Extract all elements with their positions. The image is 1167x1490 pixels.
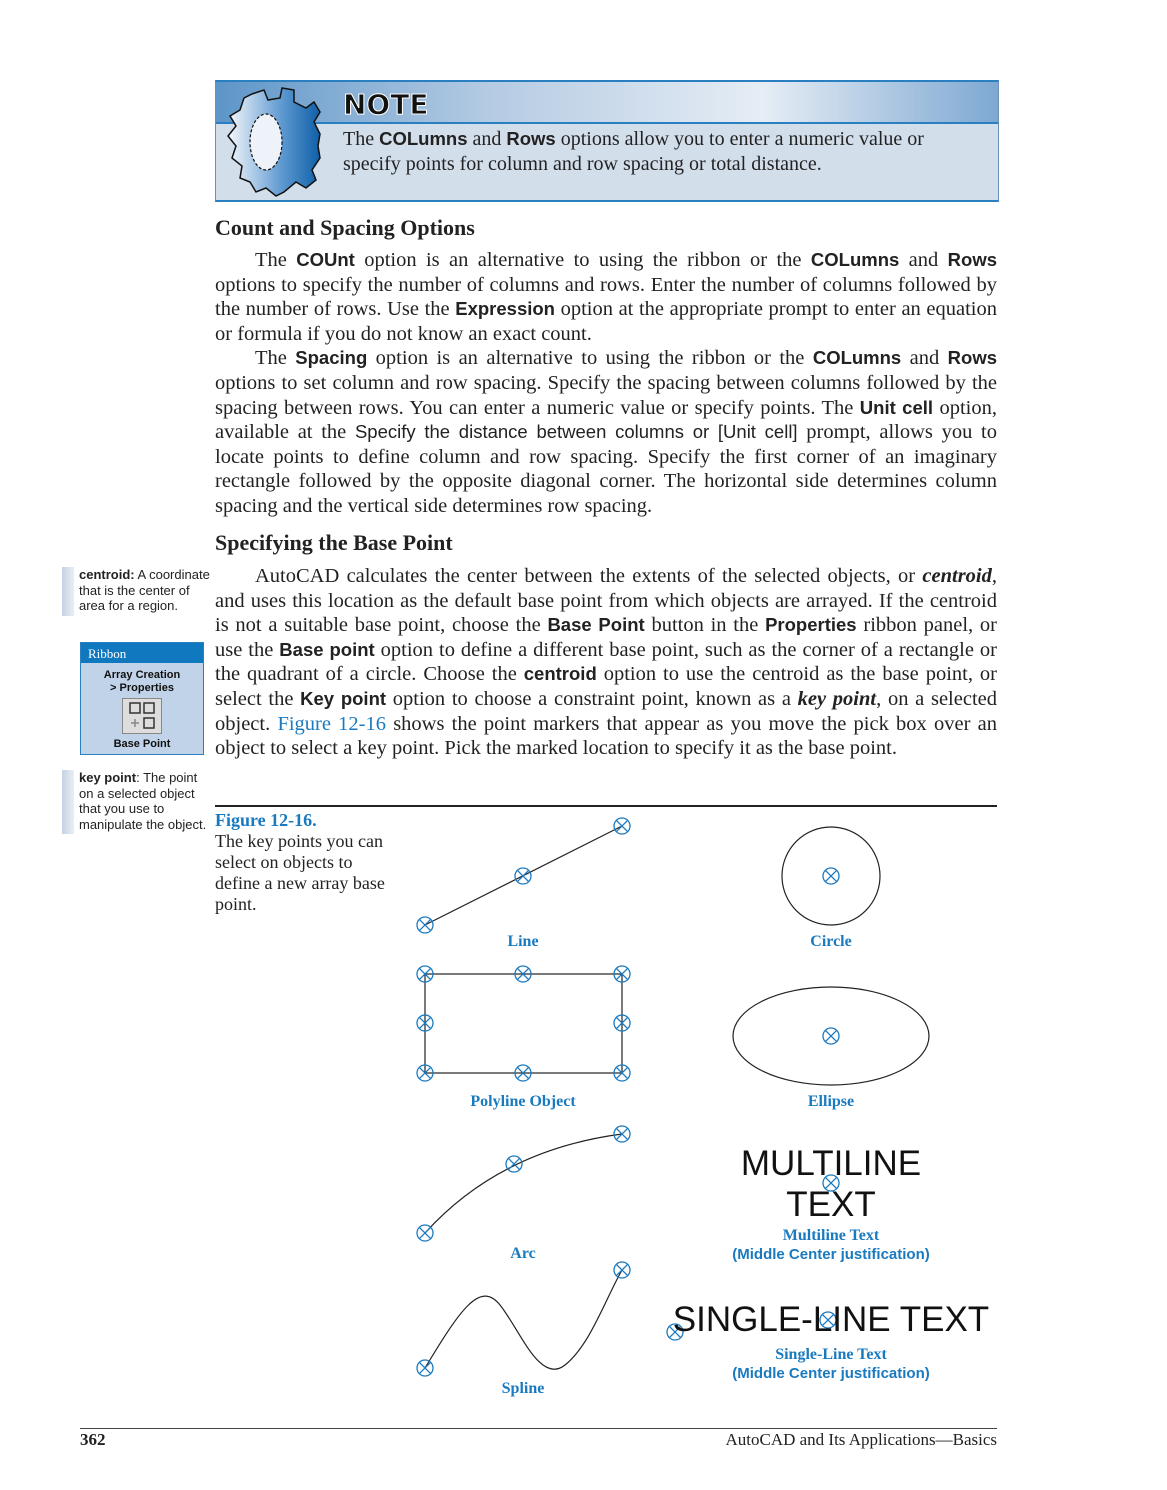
footer-rule <box>80 1428 997 1429</box>
text-run: Base point <box>279 638 375 660</box>
definition-term: centroid: <box>79 567 135 582</box>
key-point-marker <box>515 868 531 884</box>
arc-object <box>425 1134 622 1233</box>
text-run: The <box>255 347 296 370</box>
text-run: ribbon panel, or use the <box>215 614 997 661</box>
text-run: button in the <box>644 614 766 637</box>
text-run: COUnt <box>296 249 355 270</box>
multiline-text-sample <box>741 1143 921 1225</box>
text-run: option at the appropriate prompt to enter an equation or formula if you do not know an exact count. <box>215 298 997 345</box>
text-run: shows the point markers that appear as you move the pick box over an object to select a key point. Pick the marked location to specify it as the base point. <box>215 712 997 760</box>
label-circle: Circle <box>810 933 852 950</box>
label-polyline: Polyline Object <box>470 1093 576 1110</box>
label-ellipse: Ellipse <box>807 1093 855 1110</box>
note-title: NOTE <box>343 88 429 121</box>
label-multiline-sub: (Middle Center justification) <box>732 1246 930 1263</box>
ribbon-panel: > Properties <box>110 682 174 694</box>
text-run: Unit cell <box>859 396 934 418</box>
section-heading-base-point: Specifying the Base Point <box>215 530 453 555</box>
key-point-marker <box>823 1028 839 1044</box>
label-arc: Arc <box>510 1245 536 1262</box>
figure-caption <box>215 810 395 915</box>
text-run: key point <box>797 687 877 710</box>
text-run: option to use the centroid as the base point, or select the <box>215 663 997 710</box>
text-run: Specify the distance between columns or [Unit cell] <box>354 421 798 443</box>
text-run: centroid <box>523 663 597 685</box>
key-point-marker <box>417 1225 433 1241</box>
key-point-marker <box>614 1126 630 1142</box>
label-multiline <box>732 1226 930 1264</box>
spline-object <box>425 1270 622 1369</box>
text-run: COLumns <box>379 128 468 149</box>
label-singleline-sub: (Middle Center justification) <box>732 1365 930 1382</box>
text-run: The <box>255 249 297 271</box>
key-point-marker <box>614 818 630 834</box>
text-run: Rows <box>506 128 556 149</box>
figure-reference-link[interactable]: Figure 12-16 <box>277 712 386 735</box>
text-run: centroid <box>922 565 992 587</box>
text-run: options to specify the number of columns and rows. Enter the number of columns followed by the number of rows. Use the <box>215 273 997 321</box>
single-line-text-sample: SINGLE-LINE TEXT <box>672 1300 990 1339</box>
text-run: Expression <box>455 298 555 320</box>
figure-number: Figure 12-16. <box>215 810 317 830</box>
polyline-object <box>425 974 622 1073</box>
text-run: and <box>899 249 948 271</box>
text-run: option is an alternative to using the ribbon or the <box>367 347 813 370</box>
definition-term: key point <box>79 770 137 785</box>
text-run: and <box>467 128 507 150</box>
text-run: COLumns <box>812 347 902 369</box>
multiline-sample-line: MULTILINE <box>740 1144 922 1183</box>
text-run: option is an alternative to using the ribbon or the <box>354 249 811 271</box>
label-line: Line <box>507 933 539 950</box>
text-run: option to define a different base point, such as the corner of a rectangle or the quadrant of a circle. Choose the <box>215 638 997 686</box>
text-run: , and uses this location as the default base point from which objects are arrayed. If the centroid is not a suitable base point, choose the <box>215 565 997 637</box>
key-point-marker <box>614 1262 630 1278</box>
label-singleline <box>732 1345 930 1383</box>
page-number: 362 <box>80 1430 106 1449</box>
key-point-marker <box>823 868 839 884</box>
text-run: Key point <box>300 687 387 709</box>
key-point-marker <box>417 1360 433 1376</box>
definition-text: : The point on a selected object that you use to manipulate the object. <box>79 770 207 832</box>
text-run: AutoCAD calculates the center between the extents of the selected objects, or <box>255 565 923 587</box>
text-run: Rows <box>947 249 997 270</box>
ribbon-tab: Array Creation <box>103 669 181 681</box>
section-heading-count-spacing: Count and Spacing Options <box>215 215 475 240</box>
text-run: , on a selected object. <box>215 687 997 735</box>
multiline-sample-line: TEXT <box>786 1185 876 1224</box>
book-title: AutoCAD and Its Applications—Basics <box>725 1430 997 1449</box>
text-run: option, available at the <box>215 396 997 444</box>
key-point-marker <box>417 917 433 933</box>
text-run: prompt, allows you to locate points to define column and row spacing. Specify the first corner of an imaginary rectangle followed by the opposite diagonal corner. The horizontal side determines column spacing and the vertical side determines row spacing. <box>215 421 997 517</box>
base-point-button-label: Base Point <box>113 738 171 750</box>
definition-text: A coordinate that is the center of area for a region. <box>79 567 210 613</box>
text-run: The <box>343 128 380 150</box>
label-singleline-title: Single-Line Text <box>775 1346 887 1363</box>
text-run: Rows <box>947 347 997 369</box>
text-run: Spacing <box>295 347 368 369</box>
text-run: options allow you to enter a numeric value or specify points for column and row spacing or total distance. <box>343 128 924 175</box>
text-run: COLumns <box>810 249 900 270</box>
label-multiline-title: Multiline Text <box>782 1227 880 1244</box>
text-run: option to choose a constraint point, known as a <box>386 687 798 710</box>
text-run: Properties <box>765 614 857 636</box>
text-run: Base Point <box>547 614 645 636</box>
key-point-marker <box>506 1156 522 1172</box>
ribbon-header: Ribbon <box>81 643 203 663</box>
figure-caption-text: The key points you can select on objects to define a new array base point. <box>215 831 385 914</box>
text-run: and <box>901 347 948 370</box>
label-spline: Spline <box>501 1380 545 1397</box>
text-run: options to set column and row spacing. Specify the spacing between columns followed by the spacing between rows. You can enter a numeric value or specify points. The <box>215 371 997 419</box>
